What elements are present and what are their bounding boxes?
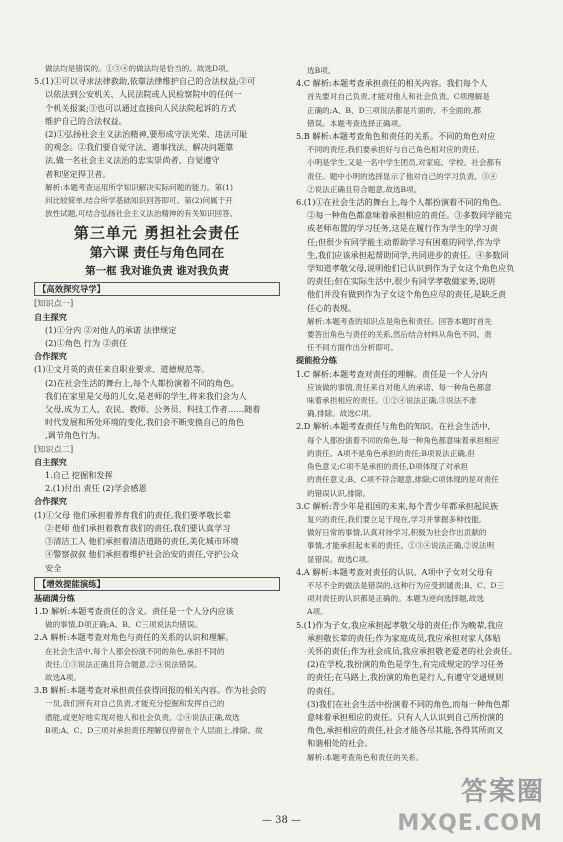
improve-practice-line: 2.D 解析:本题考查责任与角色的知识。在社会生活中, (296, 421, 491, 432)
left-top-line: 者和坚定捍卫者。 (45, 168, 111, 179)
k2-self-line: 2.(1)付出 责任 (2)学会感恩 (45, 483, 147, 494)
right-top-line: 责任。题中小明的选择显示了他对自己的学习负责。③④ (307, 171, 497, 181)
page-number: — 38 — (261, 815, 302, 826)
right-top-line: 成老师布置的学习任务,这是在履行作为学生的学习责 (307, 223, 498, 234)
basic-practice-line: 1.D 解析:本题考查责任的含义。责任是一个人分内应该 (34, 605, 234, 616)
basic-practice-answers (34, 605, 280, 737)
right-column (296, 64, 544, 764)
left-top-line: 问比较简单,结合所学基础知识回答即可。第(2)问属于开 (45, 196, 233, 206)
improve-practice-line: 复兴的责任,我们要立足于现在,学习并掌握多种技能, (307, 514, 482, 524)
improve-practice-line: 3.C 解析:青少年是祖国的未来,每个青少年都承担起民族 (296, 500, 499, 511)
improve-practice-line: 做好日常的事情,认真对待学习,积极为社会作出贡献的 (307, 528, 487, 538)
k1-coop-line: 我们在家里是父母的儿女,是老师的学生,将来我们会为人 (45, 390, 247, 401)
right-top-line: 小明是学生,又是一名中学生团员,对家庭、学校、社会都有 (307, 158, 502, 168)
basic-practice-line: 潜能,或更好地实现对他人和社会负责。②④说法正确,故选 (45, 712, 240, 722)
right-top-line: 错误。本题考查选择正确项。 (307, 118, 406, 128)
improve-practice-answers (296, 368, 544, 764)
improve-practice-line: 显错误。故选C项。 (307, 554, 374, 564)
right-top-line: 5.B 解析:本题考查角色和责任的关系。不同的角色对应 (296, 131, 496, 142)
right-top-line: 任心的表现。 (307, 302, 357, 313)
section-heading-explore: 【高效探究导学】 (34, 282, 280, 296)
right-top-line: 6.(1)①在社会生活的舞台上,每个人都扮演着不同的角色。 (296, 197, 507, 208)
right-top-line: 要答出角色与责任的关系,然后结合材料从角色不同、责 (307, 330, 492, 340)
left-top-line: (2)①弘扬社会主义法治精神,要形成守法光荣、违法可耻 (45, 129, 248, 140)
basic-practice-line: B项;A、C、D三项对承担责任理解仅停留在个人层面上,排除。故 (45, 725, 263, 735)
improve-practice-line: 应该做的事情,责任来自对他人的承诺、每一种角色都意 (307, 382, 492, 392)
improve-practice-line: 事情,才能承担起未来的责任。①③④说法正确,②说法明 (307, 541, 495, 551)
basic-practice-label: 基础满分练 (34, 592, 75, 603)
improve-practice-line: 项对责任的认识都是正确的。本题为逆向选择题,故选 (307, 594, 485, 604)
k1-coop-line: 父母,成为工人、农民、教师、公务员、科技工作者……随着 (45, 404, 261, 415)
right-top-line: 生,我们应该承担起帮助同学,共同进步的责任。④多数同 (307, 249, 509, 260)
improve-practice-line: 意味着承担相应的责任。只有人人认识到自己所扮演的 (307, 711, 504, 722)
k1-coop-line: (2)在社会生活的舞台上,每个人都扮演着不同的角色。 (45, 377, 240, 388)
improve-practice-line: (2)在学校,我扮演的角色是学生,有完成规定的学习任务 (307, 659, 504, 670)
left-top-line: 解析:本题考查运用所学知识解决实际问题的能力。第(1) (45, 182, 233, 192)
k1-coop-line: 时代发展和所处环境的变化,我们会不断变换自己的角色 (45, 417, 245, 428)
basic-practice-line: 一员,我们所有对自己负责,才能充分挖掘和发挥自己的 (45, 699, 225, 709)
left-top-line: 以依法到公安机关、人民法院或人民检察院中的任何一 (45, 89, 242, 100)
improve-practice-line: 角色意义;C项不是承担的责任,D项体现了对承担 (307, 462, 469, 472)
right-top-line: 学知道孝敬父母,说明他们已认识到作为子女这个角色应负 (307, 263, 515, 274)
improve-practice-line: 味着承担相应的责任。①②④说法正确,③说法不准 (307, 396, 477, 406)
improve-practice-line: 关怀的责任;作为社会成员,我应承担敬老爱老的社会责任。 (307, 645, 518, 656)
basic-practice-line: 故选A项。 (45, 672, 81, 682)
lesson-title: 第六课 责任与角色同在 (89, 246, 225, 262)
right-top-line: 解析:本题考查的知识点是角色和责任。回答本题时首先 (307, 316, 492, 326)
k2-coop-answers (34, 509, 280, 575)
improve-practice-line: 承担敬长辈的责任;作为家庭成员,我应承担对家人体贴 (307, 632, 501, 643)
left-top-line: 法,做一名社会主义法治的忠实崇尚者、自觉遵守 (45, 155, 220, 166)
left-top-line: 做法均是错误的。①③④的做法均是恰当的。故选D项。 (45, 64, 234, 73)
improve-practice-line: 的错误认识,排除。 (307, 488, 371, 498)
right-top-line: 他们并没有做到作为子女这个角色应尽的责任,是缺乏责 (307, 289, 507, 300)
right-top-line: 任不同方面作出分析即可。 (307, 343, 399, 353)
improve-practice-line: 4.A 解析:本题考查对责任的认识。A项中子女对父母有 (296, 566, 493, 577)
improve-practice-line: 5.(1)作为子女,我应承担起孝敬父母的责任;作为晚辈,我应 (296, 619, 504, 630)
improve-practice-line: 的责任。A项不是角色承担的责任;B项说法正确,但 (307, 448, 475, 458)
k1-coop-answers (34, 363, 280, 442)
improve-practice-line: 的责任意义;B、C项不符合题意,排除;C项体现的是对责任 (307, 475, 499, 485)
k1-self-answers (34, 324, 280, 350)
right-top-line: ②每一种角色都意味着承担相应的责任。③多数同学能完 (307, 210, 512, 221)
right-top-line: 选B项。 (307, 66, 336, 75)
k1-coop-line: (1)①文月英的责任来自职业要求、道德规范等。 (34, 364, 210, 375)
improve-practice-line: 1.C 解析:本题考查对责任的理解。责任是一个人分内 (296, 368, 488, 379)
section-heading-practice: 【增效提能演练】 (34, 577, 280, 591)
right-top-line: 任;但很少有同学能主动帮助学习有困难的同学,作为学 (307, 236, 501, 247)
left-top-line: 5.(1)①可以寻求法律救助,依靠法律维护自己的合法权益;②可 (34, 76, 256, 87)
k1-self-line: (2)①角色 行为 ②责任 (45, 338, 128, 349)
k1-coop-line: ,调节角色行为。 (45, 430, 105, 441)
right-top-line: 4.C 解析:本题考查承担责任的相关内容。我们每个人 (296, 78, 488, 89)
self-explore-label-1: 自主探究 (34, 311, 67, 322)
k2-coop-line: (1)①父母 他们承担着养育我们的责任,我们要孝敬长辈 (34, 509, 231, 520)
basic-practice-line: 责任,①③说法正确且符合题意,②④说法错误。 (45, 659, 202, 669)
coop-explore-label-1: 合作探究 (34, 351, 67, 362)
improve-practice-label: 提能抢分练 (296, 355, 337, 366)
self-explore-label-2: 自主探究 (34, 456, 67, 467)
improve-practice-line: 的责任。 (307, 685, 340, 696)
coop-explore-label-2: 合作探究 (34, 496, 67, 507)
left-column (34, 62, 280, 737)
improve-practice-line: 每个人都扮演着不同的角色,每一种角色都意味着承担相应 (307, 435, 500, 445)
knowledge-point-2: [知识点二] (34, 443, 74, 454)
watermark-text-main: 答案圈 (460, 777, 545, 807)
basic-practice-line: 3.B 解析:本题考查对承担责任获得回报的相关内容。作为社会的 (34, 685, 267, 696)
basic-practice-line: 2.A 解析:本题考查对角色与责任的关系的认识和理解。 (34, 632, 234, 643)
right-top-line: 正确的;A、B、D三项说法都是片面的、不全面的,都 (307, 105, 481, 115)
improve-practice-line: 角色,承担相应的责任,社会才能各尽其能,各得其所而又 (307, 725, 504, 736)
k1-self-line: (1)①分内 ②对他人的承诺 法律规定 (45, 324, 177, 335)
k2-coop-line: ③清洁工人 他们承担着清洁道路的责任,美化城市环境 (45, 536, 239, 547)
right-top-answers (296, 64, 544, 354)
left-top-line: 个机关报案;③也可以通过直接向人民法院起诉的方式 (45, 102, 237, 113)
k2-coop-line: ④警察叔叔 他们承担着维护社会治安的责任,守护公众 (45, 549, 239, 560)
improve-practice-line: 不尽不全的做法是错误的,这种行为应受到谴责;B、C、D三 (307, 580, 505, 590)
improve-practice-line: A项。 (307, 607, 328, 617)
basic-practice-line: 在社会生活中,每个人都会扮演不同的角色,承担不同的 (45, 646, 225, 656)
improve-practice-line: (3)我们在社会生活中扮演着不同的角色,而每一种角色都 (307, 698, 510, 709)
unit-title: 第三单元 勇担社会责任 (73, 224, 241, 243)
k2-coop-line: 安全 (45, 562, 62, 573)
improve-practice-line: 确,排除。故选C项。 (307, 409, 376, 419)
left-top-line: 的观念。②我们要自觉守法、遇事找法、解决问题靠 (45, 142, 234, 153)
improve-practice-line: 解析:本题考查角色和责任的关系。 (307, 752, 424, 762)
left-top-line: 维护自己的合法权益。 (45, 115, 127, 126)
basic-practice-line: 做的事情,D项正确;A、B、C三项说法均错误。 (45, 620, 203, 630)
right-top-line: 不同的责任,我们要承担好与自己角色相对应的责任。 (307, 145, 485, 155)
k2-self-answers (34, 469, 280, 495)
improve-practice-line: 的责任;在马路上,我扮演的角色是行人,有遵守交通规则 (307, 672, 504, 683)
right-top-line: 的责任;但在实际生活中,很少有同学孝敬做家务,说明 (307, 276, 496, 287)
left-top-answers (34, 62, 280, 220)
right-top-line: 首先要对自己负责,才能对他人和社会负责。C项理解是 (307, 92, 490, 102)
knowledge-point-1: [知识点一] (34, 298, 74, 309)
k2-self-line: 1.自己 挖掘和发挥 (45, 470, 113, 481)
right-top-line: ②说法正确且符合题意,故选B项。 (307, 184, 422, 194)
improve-practice-line: 和谐相处的社会。 (307, 738, 373, 749)
frame-title: 第一框 我对谁负责 谁对我负责 (85, 265, 229, 278)
left-top-line: 放性试题,可结合弘扬社会主义法治精神的有关知识回答。 (45, 209, 238, 219)
watermark-text-url: MXQE.COM (397, 811, 543, 836)
k2-coop-line: ②老师 他们承担着教育我们的责任,我们要认真学习 (45, 522, 231, 533)
